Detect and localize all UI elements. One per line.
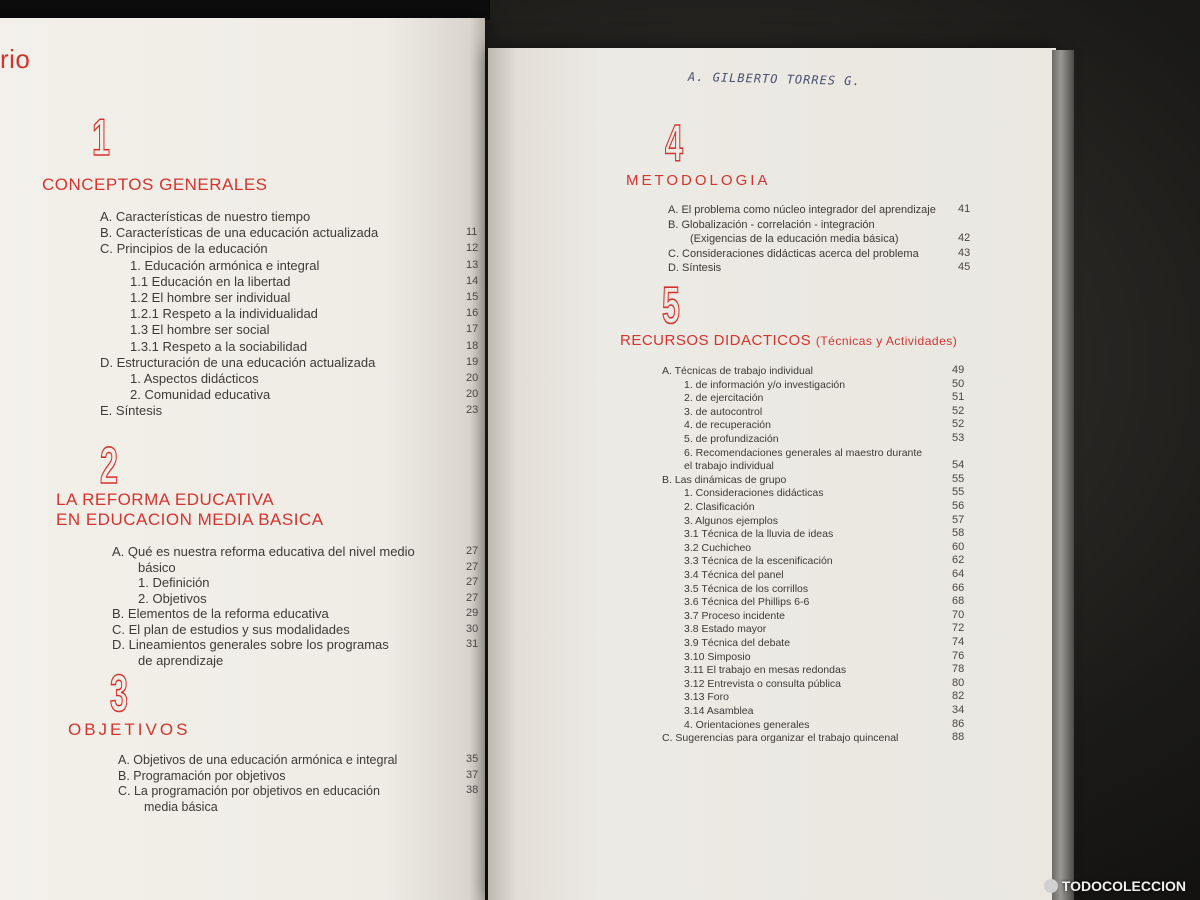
toc-page-number: 23 <box>466 404 479 417</box>
toc-entry: B. Las dinámicas de grupo <box>662 473 787 486</box>
toc-page-number: 60 <box>952 540 965 553</box>
toc-entry: 3.6 Técnica del Phillips 6-6 <box>684 596 810 609</box>
toc-page-number: 27 <box>466 560 479 573</box>
toc-page-number: 76 <box>952 649 965 662</box>
toc-entry: A. Características de nuestro tiempo <box>100 209 311 224</box>
toc-entry: 1.2 El hombre ser individual <box>130 290 291 305</box>
toc-page-number: 55 <box>952 472 965 485</box>
toc-entry: A. Qué es nuestra reforma educativa del nivel medio <box>112 544 415 559</box>
toc-page-number: 17 <box>466 323 479 336</box>
toc-page-number: 19 <box>466 355 479 368</box>
toc-entry: 1. Aspectos didácticos <box>130 371 259 386</box>
toc-page-number: 13 <box>466 258 479 271</box>
toc-entry: 1.1 Educación en la libertad <box>130 273 291 289</box>
toc-entry: 2. Comunidad educativa <box>130 387 271 403</box>
toc-page-number: 55 <box>952 486 965 499</box>
section-5-subtitle: (Técnicas y Actividades) <box>815 334 958 348</box>
toc-page-number: 68 <box>952 595 965 608</box>
toc-entry: 3.10 Simposio <box>684 650 751 663</box>
section-5-number: 5 <box>662 277 680 335</box>
section-5-title <box>620 332 957 349</box>
section-1-number: 1 <box>92 109 110 167</box>
toc-page-number: 86 <box>952 717 965 730</box>
section-3-title: OBJETIVOS <box>68 720 191 739</box>
toc-page-number: 70 <box>952 608 965 621</box>
section-3-number: 3 <box>110 665 128 723</box>
toc-page-number: 88 <box>952 731 965 744</box>
toc-entry: 1.3.1 Respeto a la sociabilidad <box>130 338 308 354</box>
toc-page-number: 20 <box>466 372 479 384</box>
toc-entry: 3.8 Estado mayor <box>684 623 767 636</box>
toc-entry: 3.5 Técnica de los corrillos <box>684 582 809 595</box>
toc-page-number: 57 <box>952 513 965 526</box>
toc-page-number: 58 <box>952 527 965 540</box>
toc-page-number: 38 <box>466 784 479 796</box>
toc-entry: A. El problema como núcleo integrador del aprendizaje <box>668 204 936 216</box>
toc-page-number: 41 <box>958 203 971 215</box>
toc-entry: básico <box>138 559 176 575</box>
toc-entry: B. Programación por objetivos <box>118 768 286 783</box>
toc-page-number: 29 <box>466 607 479 619</box>
section-4-number: 4 <box>665 115 683 173</box>
toc-entry: 4. de recuperación <box>684 419 771 432</box>
toc-page-number: 45 <box>958 261 971 274</box>
toc-entry: 2. Clasificación <box>684 501 755 513</box>
section-2-number: 2 <box>100 437 118 495</box>
toc-page-number: 37 <box>466 768 479 781</box>
toc-entry: A. Objetivos de una educación armónica e integral <box>118 753 398 767</box>
toc-page-number: 42 <box>958 232 971 245</box>
book-cover-edge <box>0 0 490 20</box>
toc-page-number: 62 <box>952 554 965 567</box>
toc-entry: 3.12 Entrevista o consulta pública <box>684 677 842 690</box>
toc-entry: E. Síntesis <box>100 403 163 419</box>
toc-entry: B. Elementos de la reforma educativa <box>112 606 329 621</box>
watermark <box>1044 878 1186 894</box>
toc-entry: de aprendizaje <box>138 652 224 668</box>
toc-entry: 1.2.1 Respeto a la individualidad <box>130 306 318 322</box>
toc-entry: C. Principios de la educación <box>100 241 268 257</box>
toc-page-number: 78 <box>952 663 965 676</box>
toc-entry: el trabajo individual <box>684 460 774 473</box>
toc-entry: 3.2 Cuchicheo <box>684 541 752 554</box>
watermark-text: TODOCOLECCION <box>1061 878 1186 894</box>
toc-page-number: 20 <box>466 388 479 401</box>
toc-entry: 3.4 Técnica del panel <box>684 569 784 581</box>
toc-entry: (Exigencias de la educación media básica) <box>690 233 899 246</box>
toc-page-number: 49 <box>952 364 965 376</box>
toc-page-number: 43 <box>958 246 971 259</box>
toc-page-number: 14 <box>466 274 479 287</box>
toc-page-number: 35 <box>466 753 479 765</box>
toc-entry: C. El plan de estudios y sus modalidades <box>112 621 350 637</box>
toc-entry: 1. Consideraciones didácticas <box>684 487 824 500</box>
toc-entry: D. Lineamientos generales sobre los programas <box>112 637 389 652</box>
toc-page-number: 27 <box>466 545 479 557</box>
toc-entry: 1. Definición <box>138 575 210 590</box>
header-fragment: rio <box>0 44 31 74</box>
toc-page-number: 11 <box>466 226 478 239</box>
toc-entry: C. Sugerencias para organizar el trabajo quincenal <box>662 732 899 745</box>
watermark-logo-icon <box>1044 879 1058 893</box>
toc-entry: 2. de ejercitación <box>684 392 764 405</box>
toc-entry: A. Técnicas de trabajo individual <box>662 365 813 377</box>
toc-page-number: 53 <box>952 432 965 444</box>
toc-page-number: 34 <box>952 704 965 716</box>
toc-entry: 3.7 Proceso incidente <box>684 609 785 622</box>
toc-page-number: 16 <box>466 307 479 320</box>
toc-entry: B. Globalización - correlación - integración <box>668 218 875 231</box>
toc-entry: media básica <box>144 799 218 814</box>
toc-page-number: 52 <box>952 404 965 417</box>
toc-entry: 1. de información y/o investigación <box>684 378 846 391</box>
handwritten-signature: A. GILBERTO TORRES G. <box>687 69 861 89</box>
toc-page-number: 18 <box>466 339 479 352</box>
toc-entry: C. La programación por objetivos en educación <box>118 784 380 798</box>
toc-entry: 3. Algunos ejemplos <box>684 514 778 527</box>
toc-page-number: 30 <box>466 622 479 635</box>
toc-page-number: 15 <box>466 291 479 303</box>
section-2-title-line1: LA REFORMA EDUCATIVA <box>56 490 275 509</box>
toc-entry: 1.3 El hombre ser social <box>130 322 270 338</box>
book-page-edges <box>1052 50 1074 900</box>
toc-entry: D. Estructuración de una educación actualizada <box>100 354 376 370</box>
toc-page-number: 64 <box>952 568 965 580</box>
toc-entry: D. Síntesis <box>668 262 722 275</box>
toc-page-number: 82 <box>952 690 965 703</box>
toc-entry: 2. Objetivos <box>138 590 207 606</box>
toc-page-number: 66 <box>952 581 965 594</box>
section-4-title: METODOLOGIA <box>626 172 771 189</box>
toc-page-number: 80 <box>952 676 965 689</box>
toc-page-number: 50 <box>952 377 965 390</box>
toc-page-number: 52 <box>952 418 965 431</box>
toc-page-number: 12 <box>466 242 479 255</box>
toc-page-number: 72 <box>952 622 965 635</box>
toc-entry: 3.14 Asamblea <box>684 705 754 717</box>
toc-entry: 3.9 Técnica del debate <box>684 637 791 649</box>
toc-entry: C. Consideraciones didácticas acerca del problema <box>668 247 919 260</box>
toc-entry: 3.1 Técnica de la lluvia de ideas <box>684 528 834 541</box>
toc-entry: 3.13 Foro <box>684 691 729 704</box>
toc-entry: 3. de autocontrol <box>684 405 763 418</box>
toc-entry: 3.11 El trabajo en mesas redondas <box>684 664 847 677</box>
toc-page-number: 31 <box>466 638 479 650</box>
toc-page-number: 54 <box>952 459 965 472</box>
toc-entry: 4. Orientaciones generales <box>684 718 810 731</box>
section-2-title-line2: EN EDUCACION MEDIA BASICA <box>56 510 324 529</box>
toc-page-number: 74 <box>952 636 965 648</box>
section-5-title-main: RECURSOS DIDACTICOS <box>620 332 812 349</box>
toc-page-number: 51 <box>952 391 965 404</box>
toc-entry: 3.3 Técnica de la escenificación <box>684 555 833 568</box>
toc-page-number: 27 <box>466 591 479 604</box>
toc-entry: 5. de profundización <box>684 433 779 445</box>
section-1-title: CONCEPTOS GENERALES <box>42 175 268 194</box>
toc-entry: B. Características de una educación actualizada <box>100 225 379 241</box>
toc-page-number: 56 <box>952 500 965 512</box>
toc-entry: 1. Educación armónica e integral <box>130 257 320 273</box>
toc-page-number: 27 <box>466 576 479 588</box>
toc-entry: 6. Recomendaciones generales al maestro durante <box>684 446 923 459</box>
